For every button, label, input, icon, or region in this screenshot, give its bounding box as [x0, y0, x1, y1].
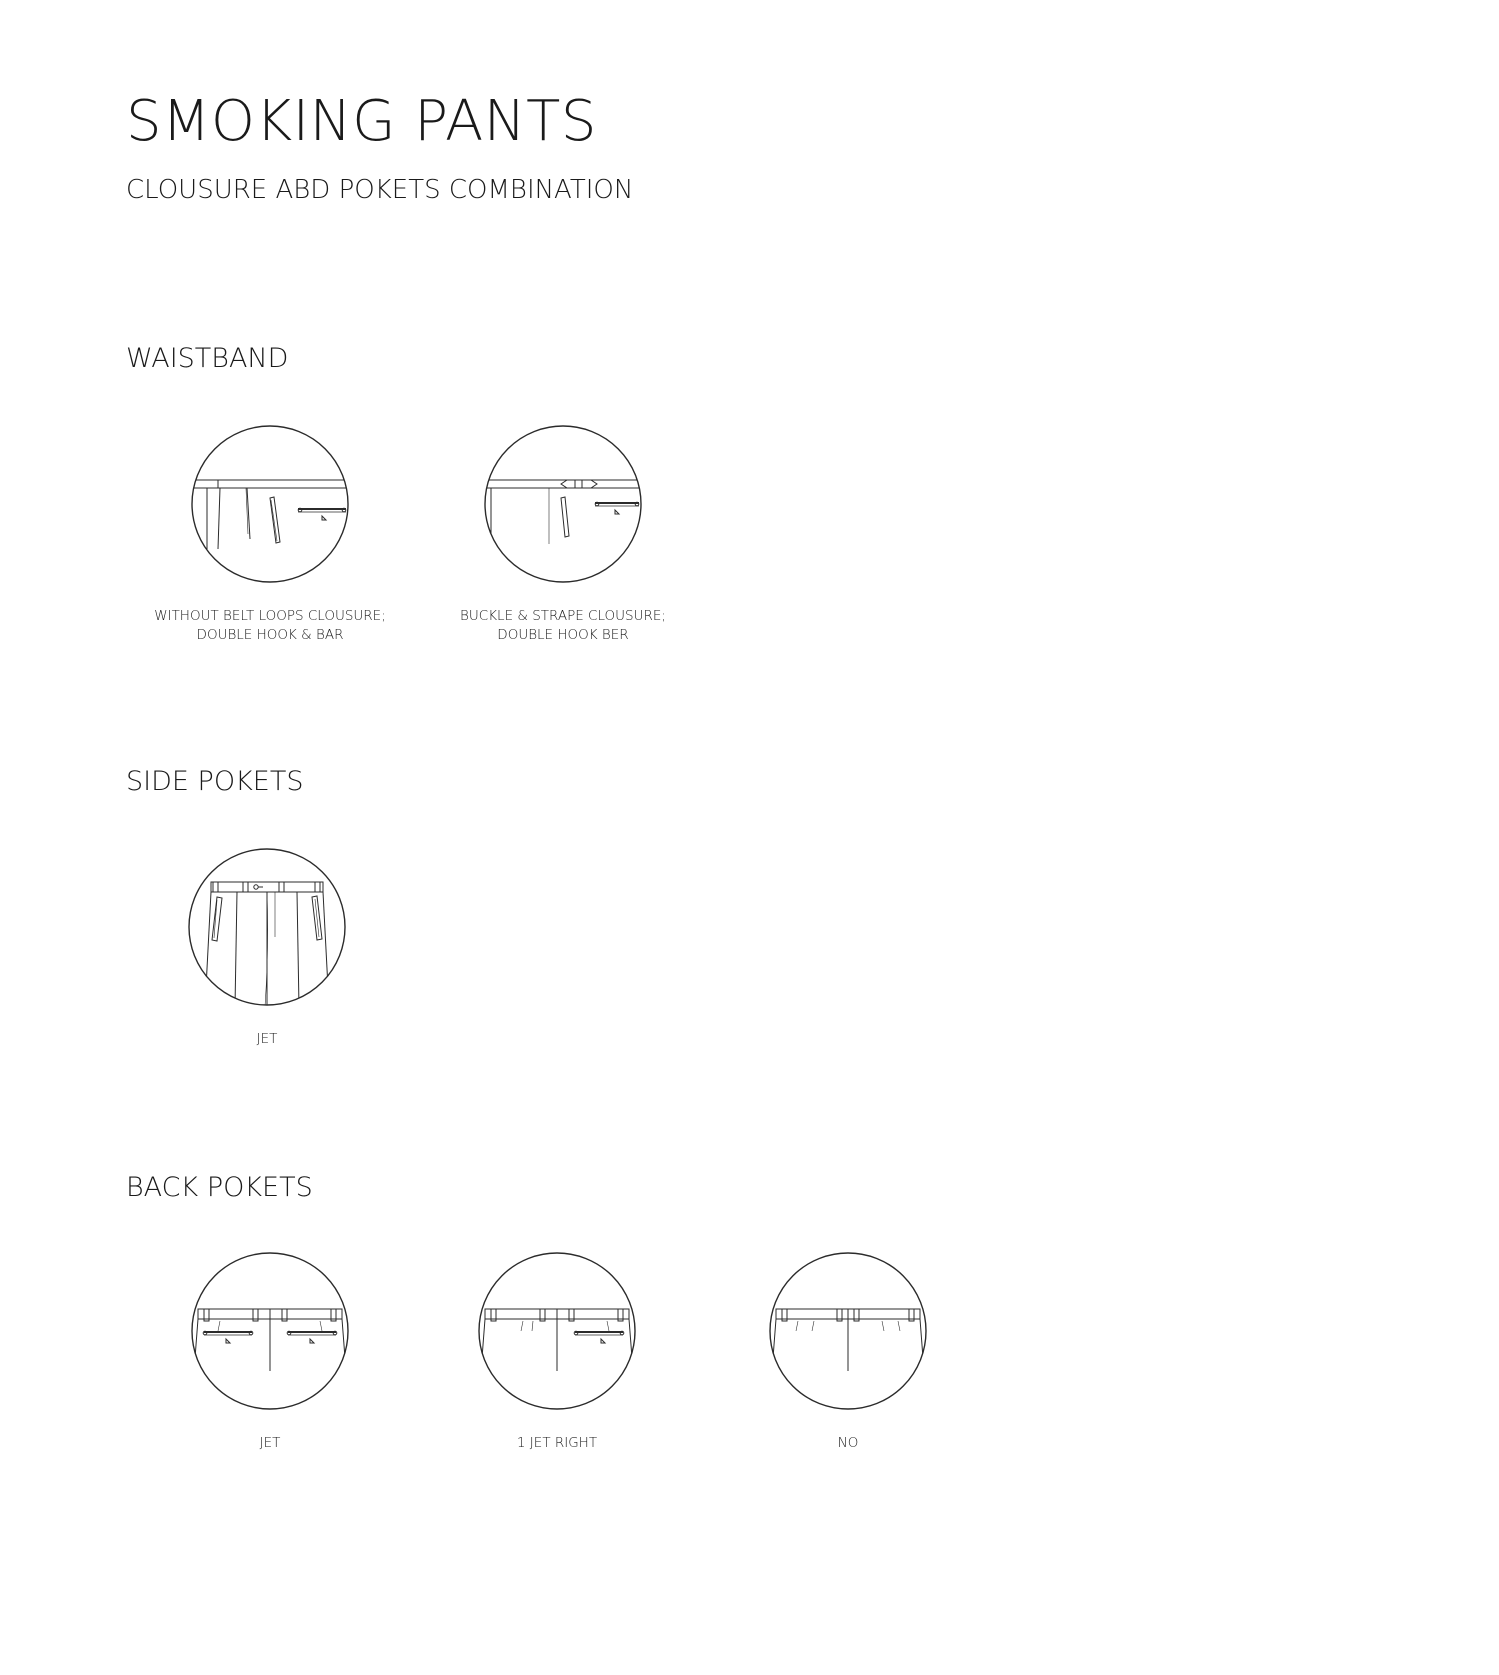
option-label-line: BUCKLE & STRAPE CLOUSURE; — [460, 608, 666, 624]
option-label: JET — [259, 1435, 281, 1451]
option-label-line: DOUBLE HOOK & BAR — [196, 627, 344, 643]
waistband-buckle-strap-icon — [483, 424, 643, 584]
option-label: 1 JET RIGHT — [516, 1435, 598, 1451]
option-label: JET — [256, 1031, 278, 1047]
waistband-option-buckle-strap[interactable] — [433, 424, 693, 645]
waistband-hook-bar-icon — [190, 424, 350, 584]
side-pocket-jet-icon — [187, 847, 347, 1007]
page-title: SMOKING PANTS — [126, 89, 597, 154]
back-pocket-jet-icon — [190, 1251, 350, 1411]
option-label-line: WITHOUT BELT LOOPS CLOUSURE; — [154, 608, 386, 624]
side-pockets-section-title: SIDE POKETS — [126, 766, 304, 797]
back-pocket-option-jet[interactable] — [140, 1251, 400, 1453]
option-label: NO — [837, 1435, 859, 1451]
option-label-line: DOUBLE HOOK BER — [497, 627, 629, 643]
back-pocket-option-one-jet-right[interactable] — [427, 1251, 687, 1453]
waistband-section-title: WAISTBAND — [126, 343, 289, 374]
page-subtitle: CLOUSURE ABD POKETS COMBINATION — [126, 175, 634, 205]
side-pocket-option-jet[interactable] — [137, 847, 397, 1049]
back-pocket-none-icon — [768, 1251, 928, 1411]
back-pocket-option-none[interactable] — [718, 1251, 978, 1453]
back-pocket-one-jet-right-icon — [477, 1251, 637, 1411]
waistband-option-hook-bar[interactable] — [140, 424, 400, 645]
back-pockets-section-title: BACK POKETS — [126, 1172, 313, 1203]
